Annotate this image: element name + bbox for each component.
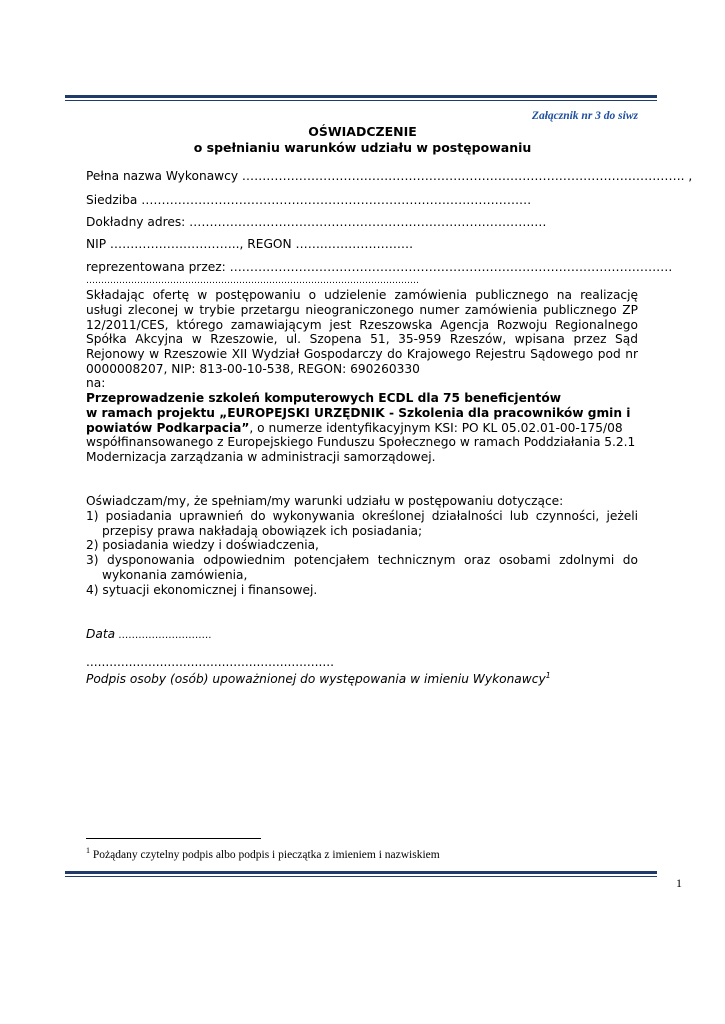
footnote-mark: 1: [86, 846, 90, 855]
bottom-rule: [65, 871, 657, 877]
na-label: na:: [86, 376, 106, 390]
condition-item: 2) posiadania wiedzy i doświadczenia,: [86, 538, 319, 553]
field-seat[interactable]: Siedziba ……………………………………………………………………………………: [86, 193, 532, 207]
footnote: [86, 846, 440, 861]
footnote-ref: 1: [545, 671, 551, 680]
signature-dots[interactable]: ................................................................: [86, 655, 334, 669]
declaration-block: [86, 494, 638, 598]
footnote-divider: [86, 838, 261, 839]
intro-paragraph: Składając ofertę w postępowaniu o udzielenie zamówienia publicznego na realizację usługi zleconej w trybie przetargu nieograniczonego numer zamówienia publicznego ZP 12/2011/CES, którego zamawiającym jest Rzeszowska Agencja Rozwoju Regionalnego Spółka Akcyjna w Rzeszowie, ul. Szopena 51, 35-959 Rzeszów, wpisana przez Sąd Rejonowy w Rzeszowie XII Wydział Gospodarczy do Krajowego Rejestru Sądowego pod nr 0000008207, NIP: 813-00-10-538, REGON: 690260330: [86, 288, 638, 376]
annex-label: Załącznik nr 3 do siwz: [531, 110, 638, 122]
date-dots: ……………………….: [115, 630, 212, 641]
date-label: Data: [86, 627, 116, 641]
field-dots-line[interactable]: …………………………………………………………………………………………………: [86, 276, 419, 286]
condition-item: 4) sytuacji ekonomicznej i finansowej.: [86, 582, 318, 597]
condition-item: 1) posiadania uprawnień do wykonywania określonej działalności lub czynności, jeżeli przepisy prawa nakładają obowiązek ich posiadania;: [86, 508, 638, 538]
condition-item: 3) dysponowania odpowiednim potencjałem technicznym oraz osobami zdolnymi do wykonania zamówienia,: [86, 553, 638, 582]
top-rule: [65, 95, 657, 101]
signature-caption-line: [86, 671, 551, 686]
date-line[interactable]: [86, 627, 211, 641]
footnote-text: Pożądany czytelny podpis albo podpis i pieczątka z imieniem i nazwiskiem: [90, 848, 440, 861]
field-full-name[interactable]: Pełna nazwa Wykonawcy ………………………………………………………………………………………………. ,: [86, 169, 693, 183]
declaration-intro: Oświadczam/my, że spełniam/my warunki udziału w postępowaniu dotyczące:: [86, 494, 564, 508]
field-represented[interactable]: reprezentowana przez: ……………………………………………………………………………………………….: [86, 260, 673, 274]
field-address[interactable]: Dokładny adres: ………………………………………………………………………….…: [86, 215, 547, 229]
project-paragraph: [86, 391, 638, 465]
project-title-2: w ramach projektu „EUROPEJSKI URZĘDNIK - Szkolenia dla pracowników gmin i powiatów Podkarpacia”: [86, 405, 631, 435]
project-title-1: Przeprowadzenie szkoleń komputerowych ECDL dla 75 beneficjentów: [86, 391, 562, 405]
document-title: OŚWIADCZENIE: [308, 124, 417, 139]
field-nip-regon[interactable]: NIP ………………………….., REGON …….………………….: [86, 237, 413, 251]
document-subtitle: o spełnianiu warunków udziału w postępowaniu: [193, 140, 532, 155]
project-details: , o numerze identyfikacyjnym KSI: PO KL 05.02.01-00-175/08 współfinansowanego z Europejskiego Funduszu Społecznego w ramach Poddziałania 5.2.1 Modernizacja zarządzania w administracji samorządowej.: [86, 420, 636, 465]
signature-caption: Podpis osoby (osób) upoważnionej do występowania w imieniu Wykonawcy: [86, 672, 546, 687]
page-number: 1: [676, 876, 682, 890]
